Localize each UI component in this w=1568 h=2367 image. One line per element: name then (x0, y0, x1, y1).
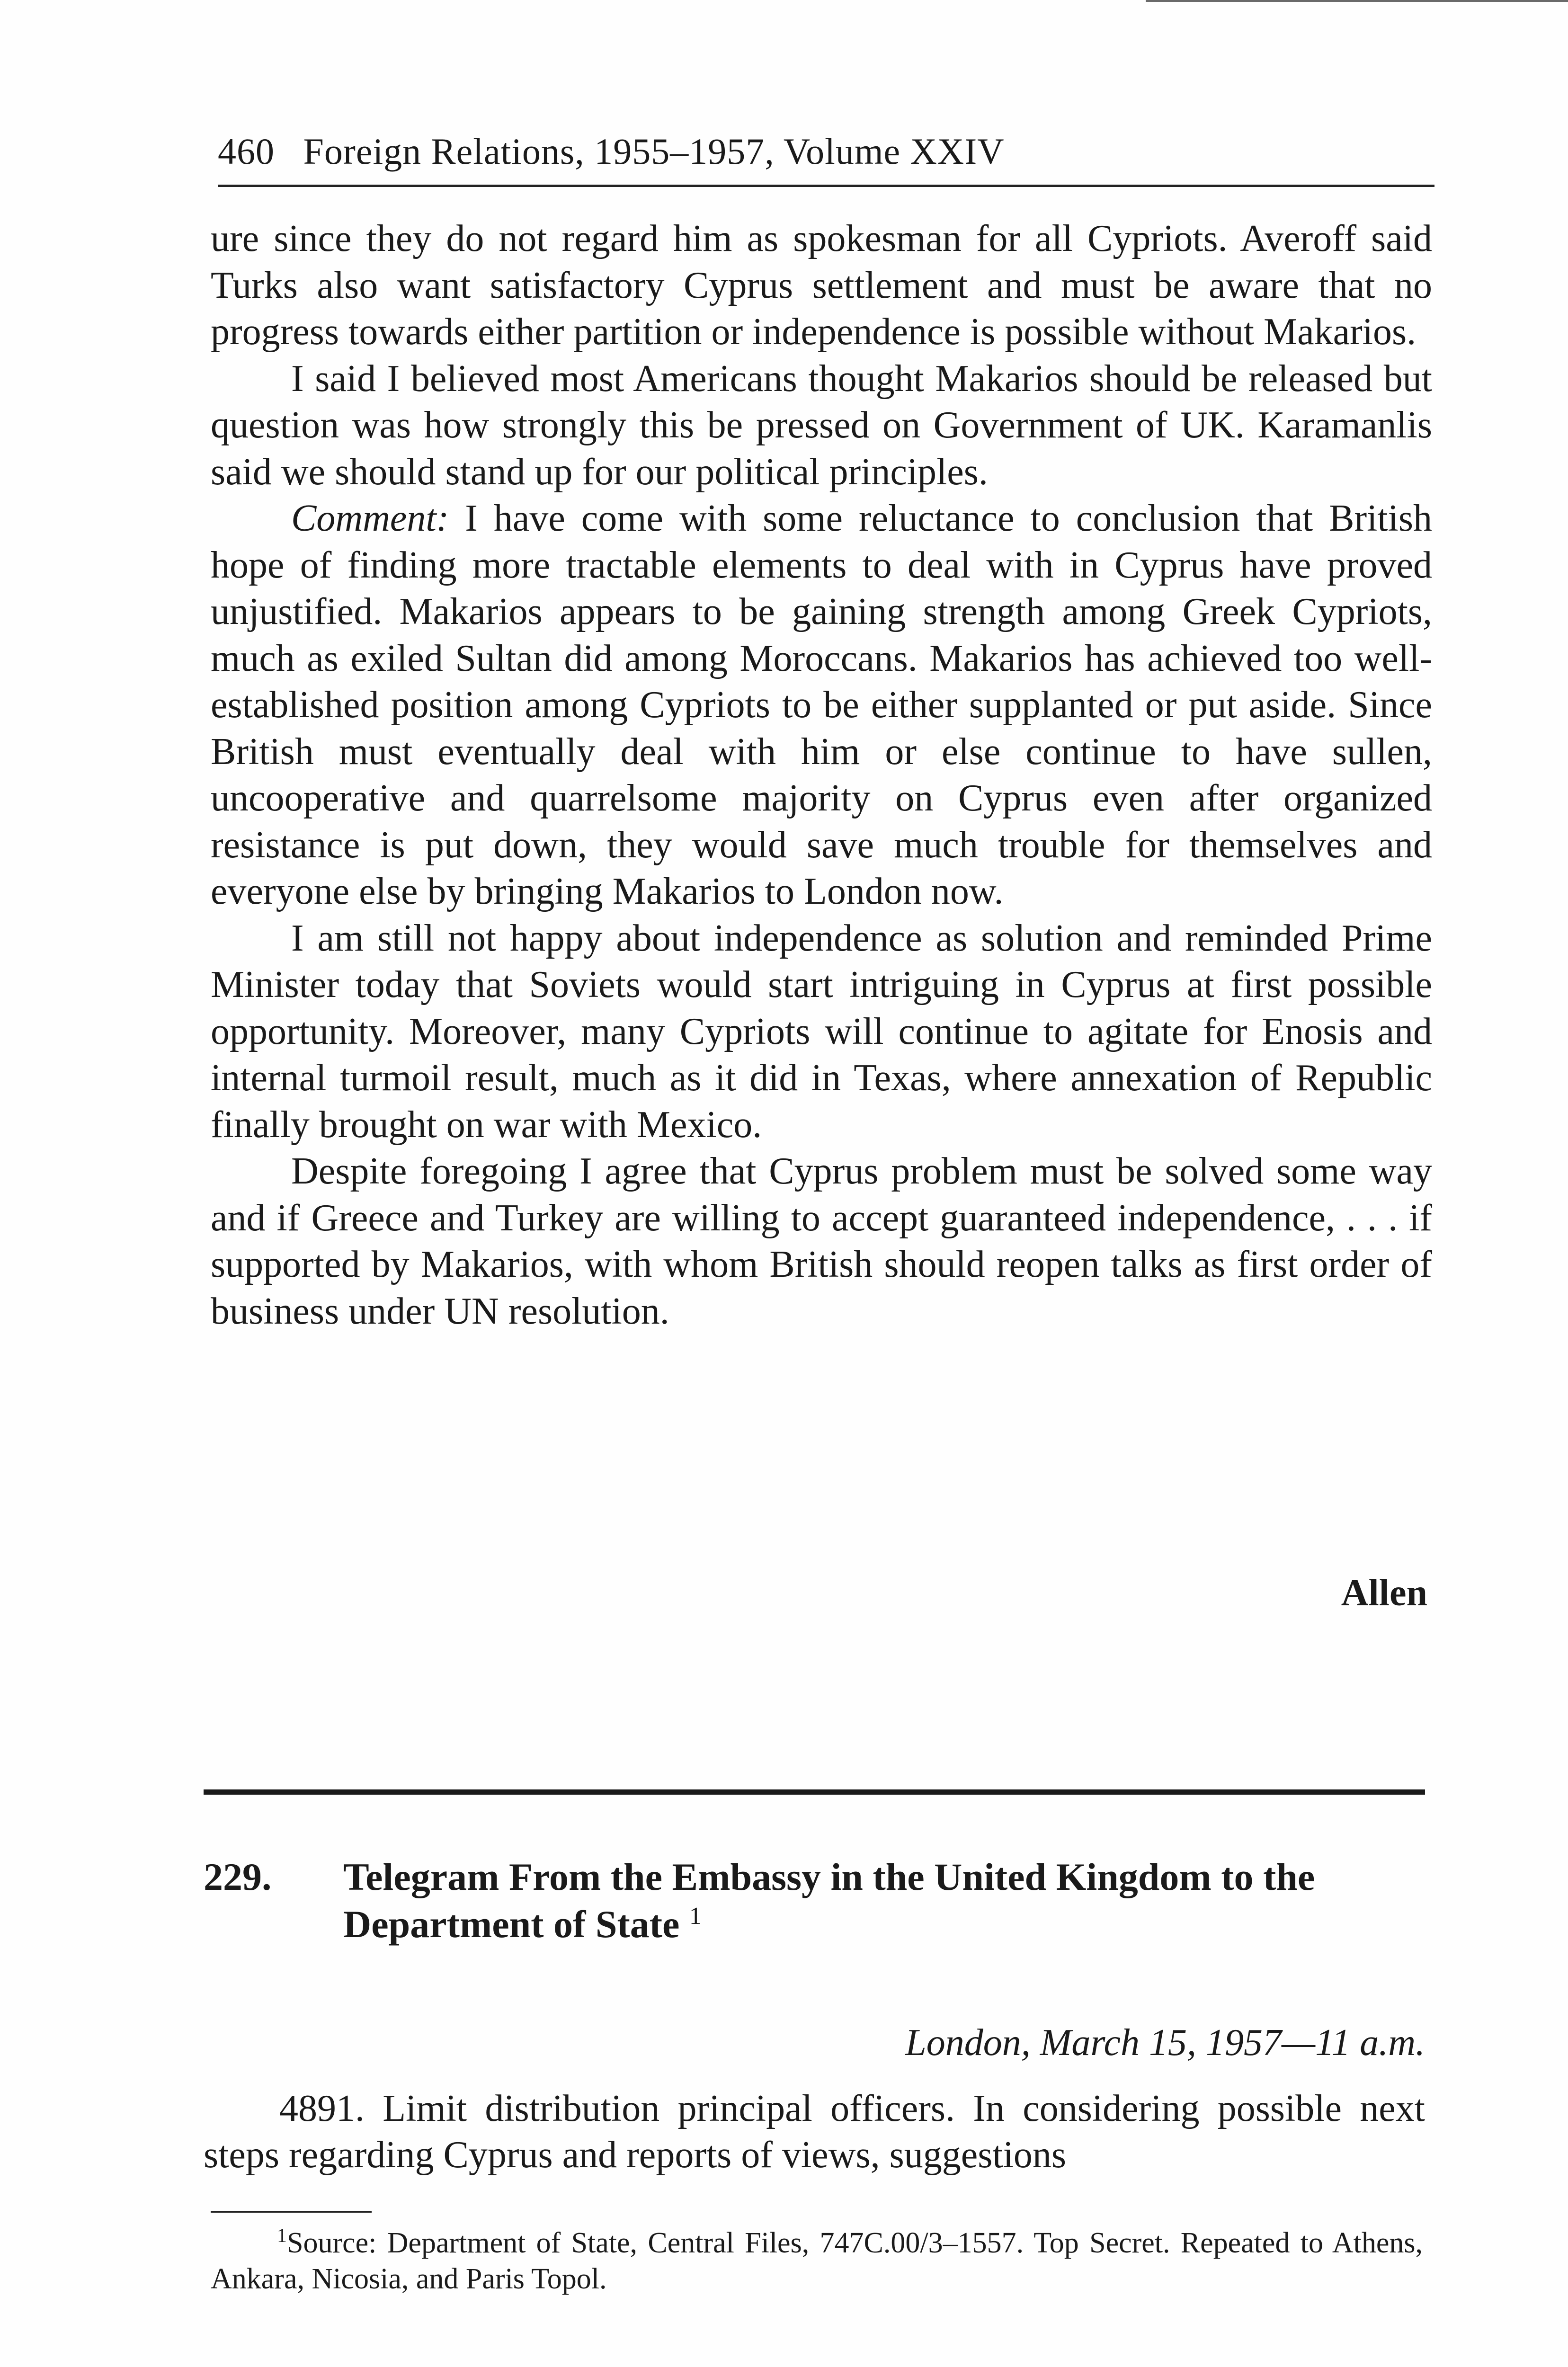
telegram-body: 4891. Limit distribution principal officers. In considering possible next steps regarding Cyprus and reports of views, suggestions (204, 2088, 1425, 2176)
paragraph: ure since they do not regard him as spokesman for all Cypriots. Averoff said Turks also want satisfactory Cyprus settlement and must be aware that no progress towards either partition or independence is possible without Makarios. (211, 218, 1432, 353)
running-title: Foreign Relations, 1955–1957, Volume XXIV (303, 131, 1005, 172)
footnote (211, 2225, 1423, 2297)
footnote-rule (211, 2211, 372, 2213)
footnote-marker: 1 (277, 2225, 287, 2247)
document-title: Telegram From the Embassy in the United Kingdom to the Department of State (343, 1855, 1315, 1946)
page-number: 460 (218, 131, 275, 172)
footnote-reference: 1 (689, 1903, 702, 1930)
dateline: London, March 15, 1957—11 a.m. (905, 2022, 1425, 2064)
comment-text: I have come with some reluctance to conclusion that British hope of finding more tractable elements to deal with in Cyprus have proved unjustified. Makarios appears to be gaining strength among Greek Cypriots, much as exiled Sultan did among Moroccans. Makarios has achieved too well-established position among Cypriots to be either supplanted or put aside. Since British must eventually deal with him or else continue to have sullen, uncooperative and quarrelsome majority on Cyprus even after organized resistance is put down, they would save much trouble for themselves and everyone else by bringing Makarios to London now. (211, 498, 1432, 912)
continuation-text (211, 215, 1432, 1335)
paragraph: I said I believed most Americans thought Makarios should be released but question was how strongly this be pressed on Government of UK. Karamanlis said we should stand up for our political principles. (211, 357, 1432, 493)
paragraph: Despite foregoing I agree that Cyprus problem must be solved some way and if Greece and Turkey are willing to accept guaranteed independence, . . . if supported by Makarios, with whom British should reopen talks as first order of business under UN resolution. (211, 1150, 1432, 1332)
document-number: 229. (204, 1855, 272, 1898)
signature: Allen (1341, 1572, 1427, 1614)
paragraph: I am still not happy about independence as solution and reminded Prime Minister today that Soviets would start intriguing in Cyprus at first possible opportunity. Moreover, many Cypriots will continue to agitate for Enosis and internal turmoil result, much as it did in Texas, where annexation of Republic finally brought on war with Mexico. (211, 917, 1432, 1146)
running-header (218, 128, 1434, 175)
header-rule (218, 185, 1434, 187)
comment-paragraph (211, 495, 1432, 915)
comment-label: Comment: (291, 498, 449, 539)
section-divider (204, 1789, 1425, 1795)
document-title-block (343, 1853, 1404, 1948)
footnote-text: Source: Department of State, Central Files, 747C.00/3–1557. Top Secret. Repeated to Athens, Ankara, Nicosia, and Paris Topol. (211, 2227, 1423, 2295)
scan-edge-line (1146, 0, 1568, 2)
